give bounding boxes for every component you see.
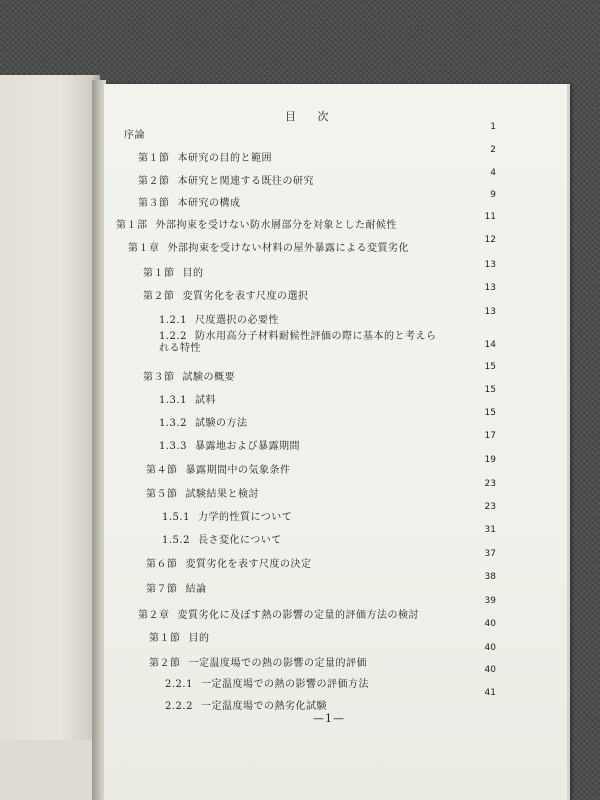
entry-label: 外部拘束を受けない材料の屋外暴露による変質劣化 xyxy=(167,243,409,254)
entry-page: 15 xyxy=(484,408,496,418)
left-page xyxy=(0,75,100,800)
entry-number: 1.5.1 xyxy=(162,512,190,523)
toc-entry xyxy=(138,606,419,621)
entry-page: 23 xyxy=(484,479,496,489)
entry-page: 12 xyxy=(484,235,496,245)
entry-label: 序論 xyxy=(124,130,145,141)
entry-number: 1.2.1 xyxy=(159,315,187,326)
entry-number: 第６節 xyxy=(146,559,178,570)
toc-entry xyxy=(116,216,397,231)
entry-page: 13 xyxy=(484,283,496,293)
entry-label: 試験の方法 xyxy=(194,418,248,429)
entry-number: 第２章 xyxy=(138,610,170,621)
entry-page: 31 xyxy=(484,525,496,535)
entry-number: 第２節 xyxy=(149,658,181,669)
entry-number: 第３節 xyxy=(138,198,170,209)
entry-page: 40 xyxy=(484,619,496,629)
entry-number: 1.3.1 xyxy=(159,395,187,406)
entry-label: 変質劣化に及ぼす熱の影響の定量的評価方法の検討 xyxy=(177,610,419,621)
entry-label: 試験結果と検討 xyxy=(185,489,259,500)
toc-entry xyxy=(138,172,314,187)
toc-entry xyxy=(143,287,309,302)
entry-number: 第１節 xyxy=(143,268,175,279)
entry-label: 本研究の構成 xyxy=(177,198,241,209)
entry-page: 40 xyxy=(484,665,496,675)
entry-label: 試験の概要 xyxy=(182,372,235,383)
entry-page: 17 xyxy=(484,431,496,441)
entry-page: 19 xyxy=(484,455,496,465)
entry-number: 第１章 xyxy=(128,243,160,254)
toc-entry xyxy=(159,437,300,452)
entry-page: 40 xyxy=(484,643,496,653)
entry-page: 41 xyxy=(484,688,496,698)
left-page-edge xyxy=(0,740,104,800)
entry-number: 第１節 xyxy=(138,153,170,164)
entry-number: 第３節 xyxy=(143,372,175,383)
entry-page: 2 xyxy=(490,145,496,155)
entry-label: 暴露期間中の気象条件 xyxy=(185,465,291,476)
toc-entry xyxy=(146,555,312,570)
entry-label: 一定温度場での熱劣化試験 xyxy=(200,701,327,712)
entry-label: 本研究の目的と範囲 xyxy=(177,153,272,164)
toc-entry xyxy=(146,485,259,500)
toc-entry xyxy=(149,629,210,644)
entry-label: 防水用高分子材料耐候性評価の際に基本的と考えられる特性 xyxy=(159,331,437,354)
entry-page: 39 xyxy=(484,596,496,606)
entry-number: 1.2.2 xyxy=(159,331,187,342)
entry-number: 第１節 xyxy=(149,633,181,644)
entry-label: 尺度選択の必要性 xyxy=(194,315,279,326)
toc-entry xyxy=(146,580,207,595)
toc-entry xyxy=(128,239,409,254)
entry-page: 1 xyxy=(490,122,496,132)
entry-number: 2.2.2 xyxy=(165,701,193,712)
entry-number: 1.5.2 xyxy=(162,535,190,546)
entry-page: 13 xyxy=(484,307,496,317)
entry-label: 変質劣化を表す尺度の決定 xyxy=(185,559,312,570)
toc-entry xyxy=(159,414,247,429)
entry-number: 第５節 xyxy=(146,489,178,500)
entry-number: 1.3.2 xyxy=(159,418,187,429)
entry-label: 一定温度場での熱の影響の評価方法 xyxy=(200,679,369,690)
entry-number: 第７節 xyxy=(146,584,178,595)
entry-page: 9 xyxy=(490,190,496,200)
entry-page: 14 xyxy=(484,340,496,350)
entry-page: 11 xyxy=(484,212,496,222)
entry-page: 4 xyxy=(490,168,496,178)
toc-entry xyxy=(165,697,327,712)
toc-entry xyxy=(162,531,282,546)
toc-entry xyxy=(159,331,444,355)
entry-label: 暴露地および暴露期間 xyxy=(194,441,300,452)
entry-label: 一定温度場での熱の影響の定量的評価 xyxy=(188,658,367,669)
toc-entry xyxy=(143,264,204,279)
entry-label: 結論 xyxy=(185,584,207,595)
page-folio: —1— xyxy=(313,712,345,725)
toc-title: 目 次 xyxy=(285,110,338,123)
entry-label: 変質劣化を表す尺度の選択 xyxy=(182,291,309,302)
toc-entry xyxy=(138,194,241,209)
entry-label: 外部拘束を受けない防水層部分を対象とした耐候性 xyxy=(155,220,397,231)
entry-number: 2.2.1 xyxy=(165,679,193,690)
toc-entry xyxy=(149,654,367,669)
entry-label: 本研究と関連する既往の研究 xyxy=(177,176,314,187)
entry-page: 15 xyxy=(484,362,496,372)
entry-label: 長さ変化について xyxy=(197,535,282,546)
entry-label: 力学的性質について xyxy=(197,512,293,523)
toc-entry xyxy=(138,149,272,164)
toc-entry xyxy=(143,368,235,383)
entry-label: 目的 xyxy=(182,268,204,279)
toc-entry xyxy=(146,461,291,476)
entry-number: 第４節 xyxy=(146,465,178,476)
entry-number: 1.3.3 xyxy=(159,441,187,452)
entry-label: 試料 xyxy=(194,395,216,406)
entry-label: 目的 xyxy=(188,633,210,644)
entry-number: 第２節 xyxy=(143,291,175,302)
toc-entry xyxy=(159,311,279,326)
toc-entry xyxy=(165,675,369,690)
entry-number: 第１部 xyxy=(116,220,148,231)
entry-page: 13 xyxy=(484,260,496,270)
entry-number: 第２節 xyxy=(138,176,170,187)
entry-page: 23 xyxy=(484,502,496,512)
toc-entry xyxy=(159,391,216,406)
entry-page: 38 xyxy=(484,572,496,582)
toc-entry xyxy=(162,508,292,523)
entry-page: 15 xyxy=(484,385,496,395)
toc-entry xyxy=(116,126,145,141)
entry-page: 37 xyxy=(484,549,496,559)
